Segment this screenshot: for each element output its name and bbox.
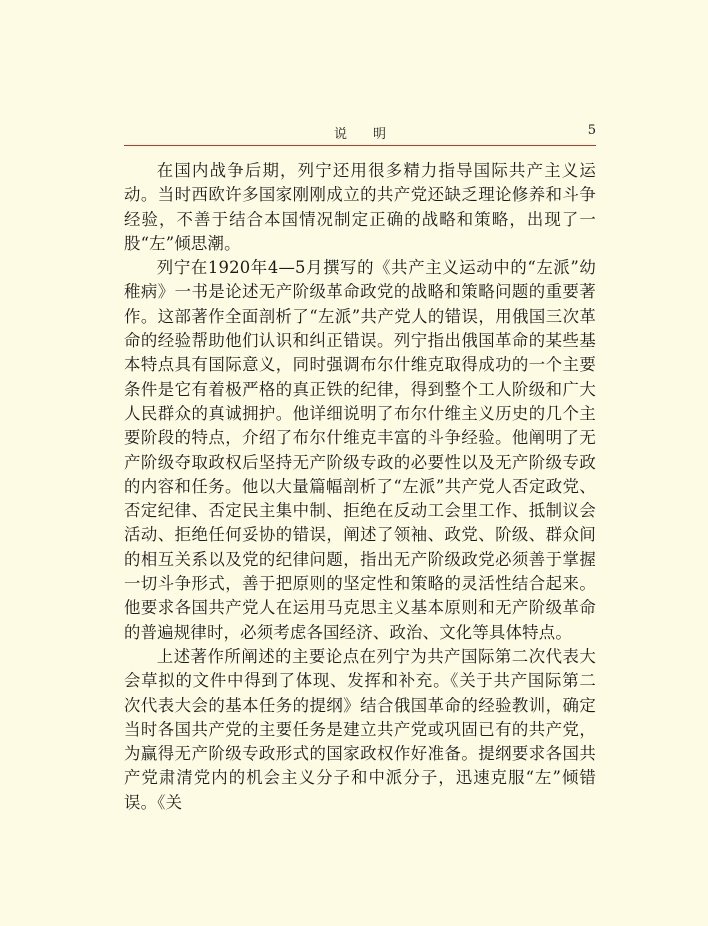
paragraph: 在国内战争后期，列宁还用很多精力指导国际共产主义运动。当时西欧许多国家刚刚成立的共产党还缺乏理论修养和斗争经验，不善于结合本国情况制定正确的战略和策略，出现了一股“左”倾思潮。 bbox=[124, 161, 596, 253]
paragraph: 上述著作所阐述的主要论点在列宁为共产国际第二次代表大会草拟的文件中得到了体现、发挥和补充。《关于共产国际第二次代表大会的基本任务的提纲》结合俄国革命的经验教训，确定当时各国共产党的主要任务是建立共产党或巩固已有的共产党，为赢得无产阶级专政形式的国家政权作好准备。提纲要求各国共产党肃清党内的机会主义分子和中派分子，迅速克服“左”倾错误。《关 bbox=[124, 646, 596, 812]
header-rule bbox=[124, 145, 596, 146]
running-title: 说明 bbox=[333, 127, 412, 142]
page-header bbox=[124, 120, 596, 144]
page-number: 5 bbox=[587, 123, 596, 138]
body-text bbox=[124, 159, 596, 815]
paragraph: 列宁在1920年4—5月撰写的《共产主义运动中的“左派”幼稚病》一书是论述无产阶级革命政党的战略和策略问题的重要著作。这部著作全面剖析了“左派”共产党人的错误，用俄国三次革命的经验帮助他们认识和纠正错误。列宁指出俄国革命的某些基本特点具有国际意义，同时强调布尔什维克取得成功的一个主要条件是它有着极严格的真正铁的纪律，得到整个工人阶级和广大人民群众的真诚拥护。他详细说明了布尔什维主义历史的几个主要阶段的特点，介绍了布尔什维克丰富的斗争经验。他阐明了无产阶级夺取政权后坚持无产阶级专政的必要性以及无产阶级专政的内容和任务。他以大量篇幅剖析了“左派”共产党人否定政党、否定纪律、否定民主集中制、拒绝在反动工会里工作、抵制议会活动、拒绝任何妥协的错误，阐述了领袖、政党、阶级、群众间的相互关系以及党的纪律问题，指出无产阶级政党必须善于掌握一切斗争形式，善于把原则的坚定性和策略的灵活性结合起来。他要求各国共产党人在运用马克思主义基本原则和无产阶级革命的普遍规律时，必须考虑各国经济、政治、文化等具体特点。 bbox=[124, 258, 596, 642]
